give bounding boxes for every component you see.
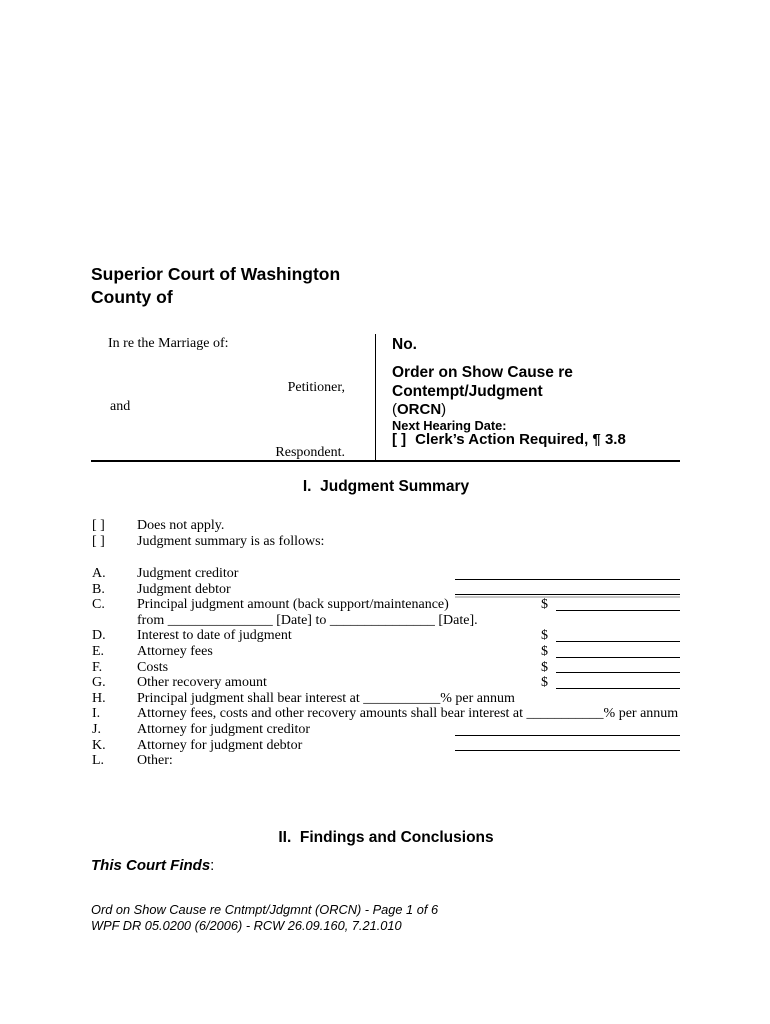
item-row-l: [92, 753, 680, 769]
attorney-debtor-fill-line[interactable]: [455, 750, 680, 751]
fees-interest-rate-fill-text[interactable]: Attorney fees, costs and other recovery amounts shall bear interest at ___________% per annum: [137, 706, 679, 722]
option-does-not-apply: [92, 518, 680, 534]
item-row-c: [92, 597, 680, 613]
section2-heading: II. Findings and Conclusions: [278, 829, 494, 846]
item-row-h: [92, 691, 680, 707]
item-row-b: [92, 582, 680, 598]
order-title-line2: Contempt/Judgment: [392, 382, 543, 400]
petitioner-label: Petitioner,: [287, 380, 345, 395]
option-label: Does not apply.: [137, 518, 225, 533]
item-row-f: [92, 660, 680, 676]
form-code: (ORCN): [392, 401, 447, 418]
and-label: and: [110, 399, 131, 414]
form-code-text: ORCN: [397, 401, 442, 418]
item-row-c-dates: [92, 613, 680, 629]
other-recovery-fill-line[interactable]: [556, 688, 680, 689]
judgment-summary-list: [92, 566, 680, 769]
item-row-k: [92, 738, 680, 754]
item-text: Costs: [137, 659, 169, 675]
option-label: Judgment summary is as follows:: [137, 533, 325, 549]
dollar-sign: $: [541, 659, 548, 675]
caption-bottom-rule: [91, 460, 680, 462]
item-letter: L.: [92, 753, 105, 769]
item-text: Judgment creditor: [137, 566, 239, 581]
item-letter: A.: [92, 566, 106, 581]
summary-options: [92, 518, 680, 549]
clerks-action-label: Clerk’s Action Required, ¶ 3.8: [415, 431, 626, 448]
section1-heading: I. Judgment Summary: [302, 478, 470, 495]
item-text: Attorney fees: [137, 643, 213, 659]
item-text: Attorney for judgment debtor: [137, 737, 303, 753]
order-title: [392, 364, 573, 402]
checkbox-does-not-apply[interactable]: [ ]: [92, 518, 105, 533]
case-number-label: No.: [392, 336, 417, 353]
interest-amount-fill-line[interactable]: [556, 641, 680, 642]
item-letter: K.: [92, 737, 106, 753]
footer-form-name: Ord on Show Cause re Cntmpt/Jdgmnt (ORCN) - Page 1 of 6: [91, 902, 439, 917]
item-letter: B.: [92, 581, 105, 597]
court-name: Superior Court of Washington: [91, 264, 341, 284]
caption-vertical-divider: [375, 334, 376, 461]
item-text: Other recovery amount: [137, 675, 267, 691]
dollar-sign: $: [541, 675, 548, 691]
court-header: [91, 263, 340, 309]
item-text: Principal judgment amount (back support/maintenance): [137, 597, 449, 613]
item-row-g: [92, 675, 680, 691]
attorney-creditor-fill-line[interactable]: [455, 735, 680, 736]
item-row-j: [92, 722, 680, 738]
item-letter: F.: [92, 659, 103, 675]
order-title-line1: Order on Show Cause re: [392, 364, 573, 381]
clerks-action-row: [392, 431, 626, 448]
respondent-label: Respondent.: [275, 445, 345, 460]
date-range-fill-text[interactable]: from _______________ [Date] to _______________ [Date].: [137, 612, 478, 628]
judgment-debtor-fill-line[interactable]: [455, 594, 680, 595]
item-text: Judgment debtor: [137, 581, 231, 597]
dollar-sign: $: [541, 628, 548, 644]
in-re-label: In re the Marriage of:: [108, 336, 229, 351]
principal-amount-fill-line[interactable]: [556, 610, 680, 611]
next-hearing-date-label: Next Hearing Date:: [392, 418, 507, 433]
item-row-e: [92, 644, 680, 660]
option-summary-follows: [92, 534, 680, 550]
item-letter: C.: [92, 597, 105, 613]
dollar-sign: $: [541, 597, 548, 613]
checkbox-summary-follows[interactable]: [ ]: [92, 533, 105, 549]
item-row-a: [92, 566, 680, 582]
item-row-d: [92, 628, 680, 644]
item-text: Other:: [137, 753, 173, 769]
item-letter: G.: [92, 675, 106, 691]
item-letter: I.: [92, 706, 101, 722]
item-letter: H.: [92, 690, 106, 706]
court-county: County of: [91, 287, 173, 307]
item-letter: E.: [92, 643, 105, 659]
checkbox-clerks-action[interactable]: [ ]: [392, 431, 407, 448]
footer-form-number: WPF DR 05.0200 (6/2006) - RCW 26.09.160, 7.21.010: [91, 917, 402, 933]
item-row-i: [92, 706, 680, 722]
judgment-creditor-fill-line[interactable]: [455, 579, 680, 580]
dollar-sign: $: [541, 643, 548, 659]
attorney-fees-fill-line[interactable]: [556, 657, 680, 658]
this-court-finds: This Court Finds:: [91, 857, 215, 874]
interest-rate-fill-text[interactable]: Principal judgment shall bear interest at ___________% per annum: [137, 690, 515, 706]
item-letter: J.: [92, 721, 101, 737]
page-footer: [91, 902, 438, 933]
item-text: Interest to date of judgment: [137, 628, 292, 644]
item-letter: D.: [92, 628, 106, 644]
costs-fill-line[interactable]: [556, 672, 680, 673]
item-text: Attorney for judgment creditor: [137, 721, 311, 737]
